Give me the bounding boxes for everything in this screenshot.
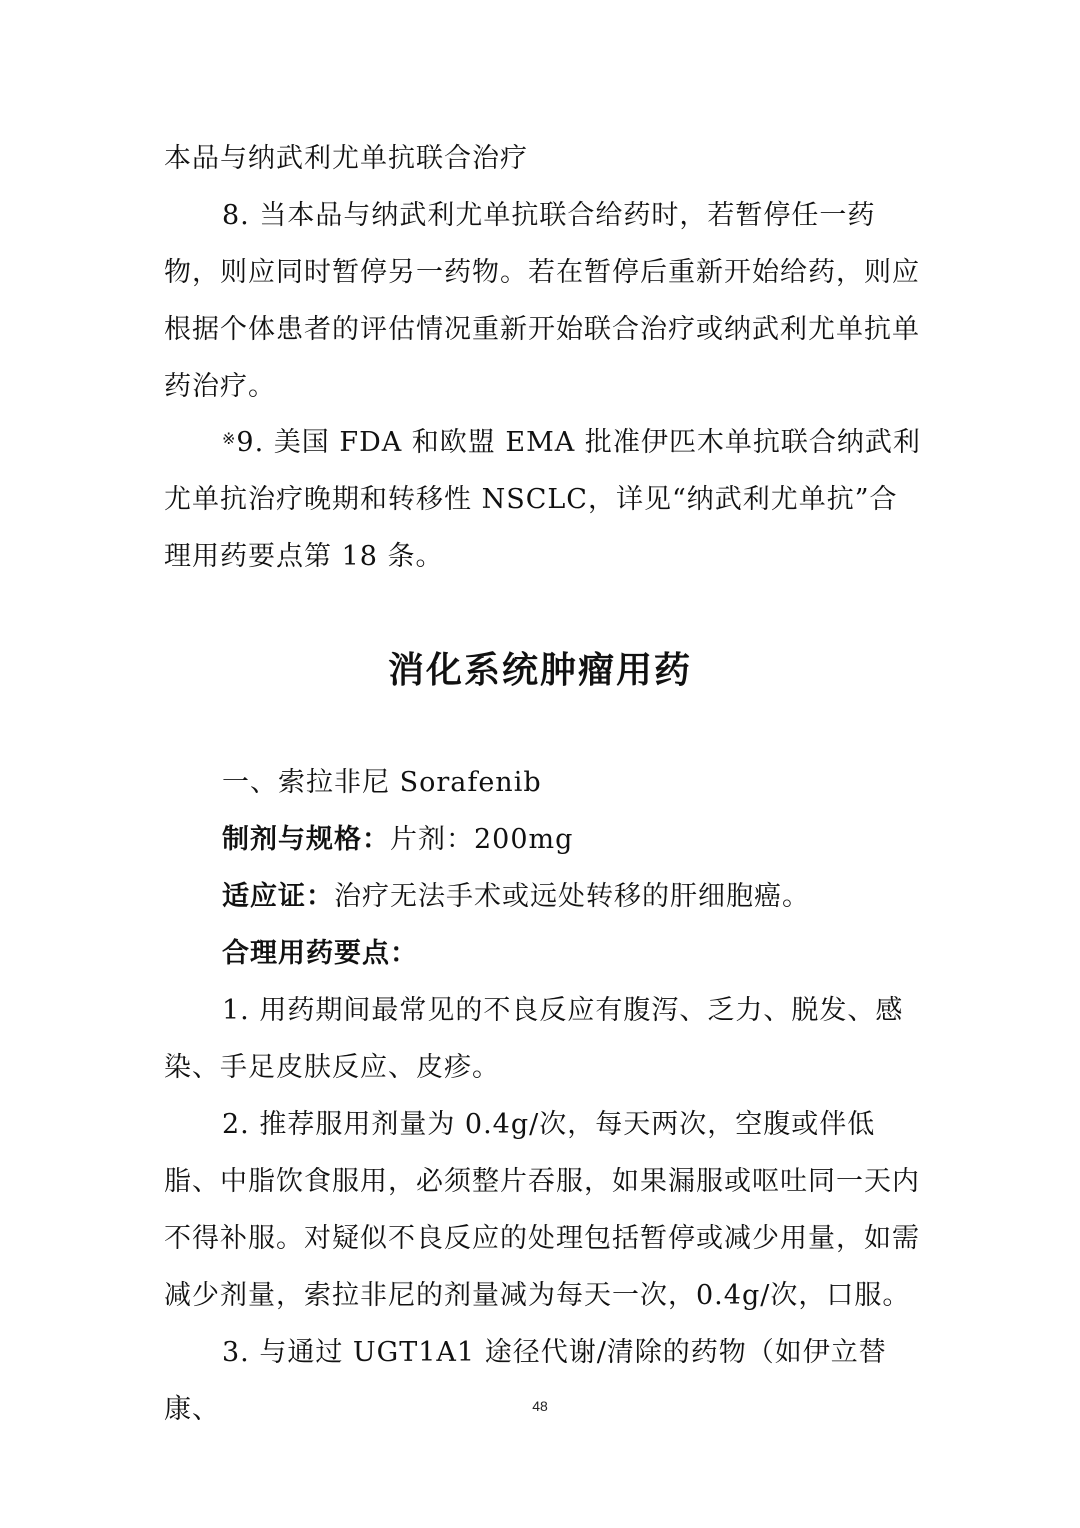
key-points-label: 合理用药要点： (222, 938, 418, 969)
formulation-label: 制剂与规格： (222, 824, 390, 855)
paragraph-continuation: 本品与纳武利尤单抗联合治疗 (164, 143, 528, 174)
indication-line (164, 868, 924, 925)
indication-value: 治疗无法手术或远处转移的肝细胞癌。 (334, 881, 810, 912)
key-points-heading (164, 925, 924, 982)
item-9-text: 9. 美国 FDA 和欧盟 EMA 批准伊匹木单抗联合纳武利尤单抗治疗晚期和转移性 NSCLC，详见“纳武利尤单抗”合理用药要点第 18 条。 (164, 427, 921, 572)
formulation-line (164, 811, 924, 868)
reference-mark: ※ (222, 429, 237, 448)
paragraph-item-8: 8. 当本品与纳武利尤单抗联合给药时，若暂停任一药物，则应同时暂停另一药物。若在暂停后重新开始给药，则应根据个体患者的评估情况重新开始联合治疗或纳武利尤单抗单药治疗。 (164, 200, 920, 402)
section-heading: 消化系统肿瘤用药 (387, 650, 692, 691)
point-3: 3. 与通过 UGT1A1 途径代谢/清除的药物（如伊立替康、 (164, 1337, 887, 1425)
indication-label: 适应证： (222, 881, 334, 912)
point-2: 2. 推荐服用剂量为 0.4g/次，每天两次，空腹或伴低脂、中脂饮食服用，必须整片吞服，如果漏服或呕吐同一天内不得补服。对疑似不良反应的处理包括暂停或减少用量，如需减少剂量，索拉非尼的剂量减为每天一次，0.4g/次，口服。 (164, 1109, 920, 1311)
page-number: 48 (532, 1398, 548, 1414)
drug-title: 一、索拉非尼 Sorafenib (222, 767, 542, 798)
formulation-value: 片剂：200mg (390, 824, 574, 855)
point-1: 1. 用药期间最常见的不良反应有腹泻、乏力、脱发、感染、手足皮肤反应、皮疹。 (164, 995, 904, 1083)
paragraph-item-9 (164, 414, 924, 585)
